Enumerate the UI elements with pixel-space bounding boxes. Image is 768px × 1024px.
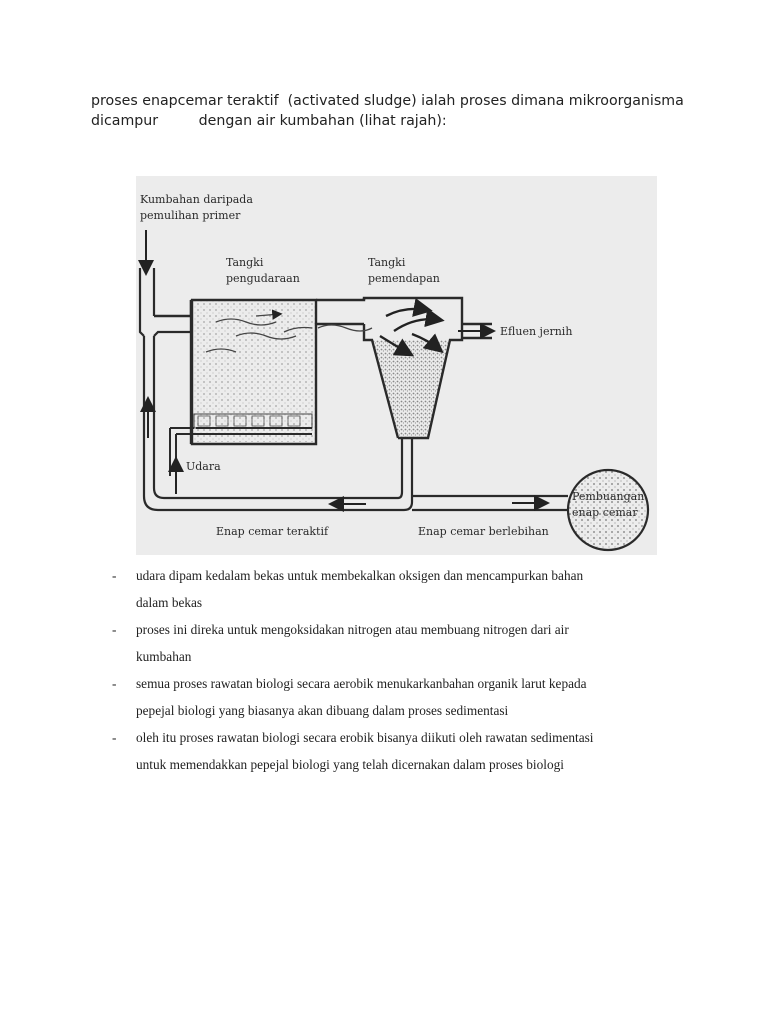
bullet-list: [112, 562, 682, 778]
bullet-line-1: oleh itu proses rawatan biologi secara erobik bisanya diikuti oleh rawatan sedimentasi: [136, 730, 594, 745]
intro-line-1: proses enapcemar teraktif (activated sludge) ialah proses dimana mikroorganisma: [91, 93, 684, 109]
list-item: [112, 562, 682, 616]
activated-sludge-diagram: [136, 176, 657, 555]
bullet-dash: -: [112, 730, 117, 745]
diagram-svg: [136, 176, 657, 555]
intro-line-2: dicampur dengan air kumbahan (lihat rajah):: [91, 113, 447, 129]
list-item: [112, 616, 682, 670]
air-label: Udara: [186, 460, 221, 473]
bullet-dash: -: [112, 622, 117, 637]
return-sludge-label: Enap cemar teraktif: [216, 525, 329, 538]
bullet-line-1: proses ini direka untuk mengoksidakan nitrogen atau membuang nitrogen dari air: [136, 622, 569, 637]
list-item: [112, 724, 682, 778]
bullet-dash: -: [112, 676, 117, 691]
bullet-dash: -: [112, 568, 117, 583]
effluent-label: Efluen jernih: [500, 325, 573, 338]
disposal-label-1: Pembuangan: [572, 490, 645, 503]
bullet-line-2: pepejal biologi yang biasanya akan dibuang dalam proses sedimentasi: [136, 703, 509, 718]
settling-label-1: Tangki: [368, 256, 406, 269]
bullet-line-2: untuk memendakkan pepejal biologi yang telah dicernakan dalam proses biologi: [136, 757, 564, 772]
bullet-line-1: udara dipam kedalam bekas untuk membekalkan oksigen dan mencampurkan bahan: [136, 568, 584, 583]
settling-label-2: pemendapan: [368, 272, 440, 285]
bullet-line-2: kumbahan: [136, 649, 192, 664]
list-item: [112, 670, 682, 724]
excess-sludge-label: Enap cemar berlebihan: [418, 525, 549, 538]
aeration-label-1: Tangki: [226, 256, 264, 269]
bullet-line-1: semua proses rawatan biologi secara aerobik menukarkanbahan organik larut kepada: [136, 676, 587, 691]
bullet-line-2: dalam bekas: [136, 595, 203, 610]
inlet-label-2: pemulihan primer: [140, 209, 241, 222]
disposal-label-2: enap cemar: [572, 506, 638, 519]
intro-paragraph: [91, 91, 691, 131]
inlet-label-1: Kumbahan daripada: [140, 193, 253, 206]
aeration-label-2: pengudaraan: [226, 272, 300, 285]
